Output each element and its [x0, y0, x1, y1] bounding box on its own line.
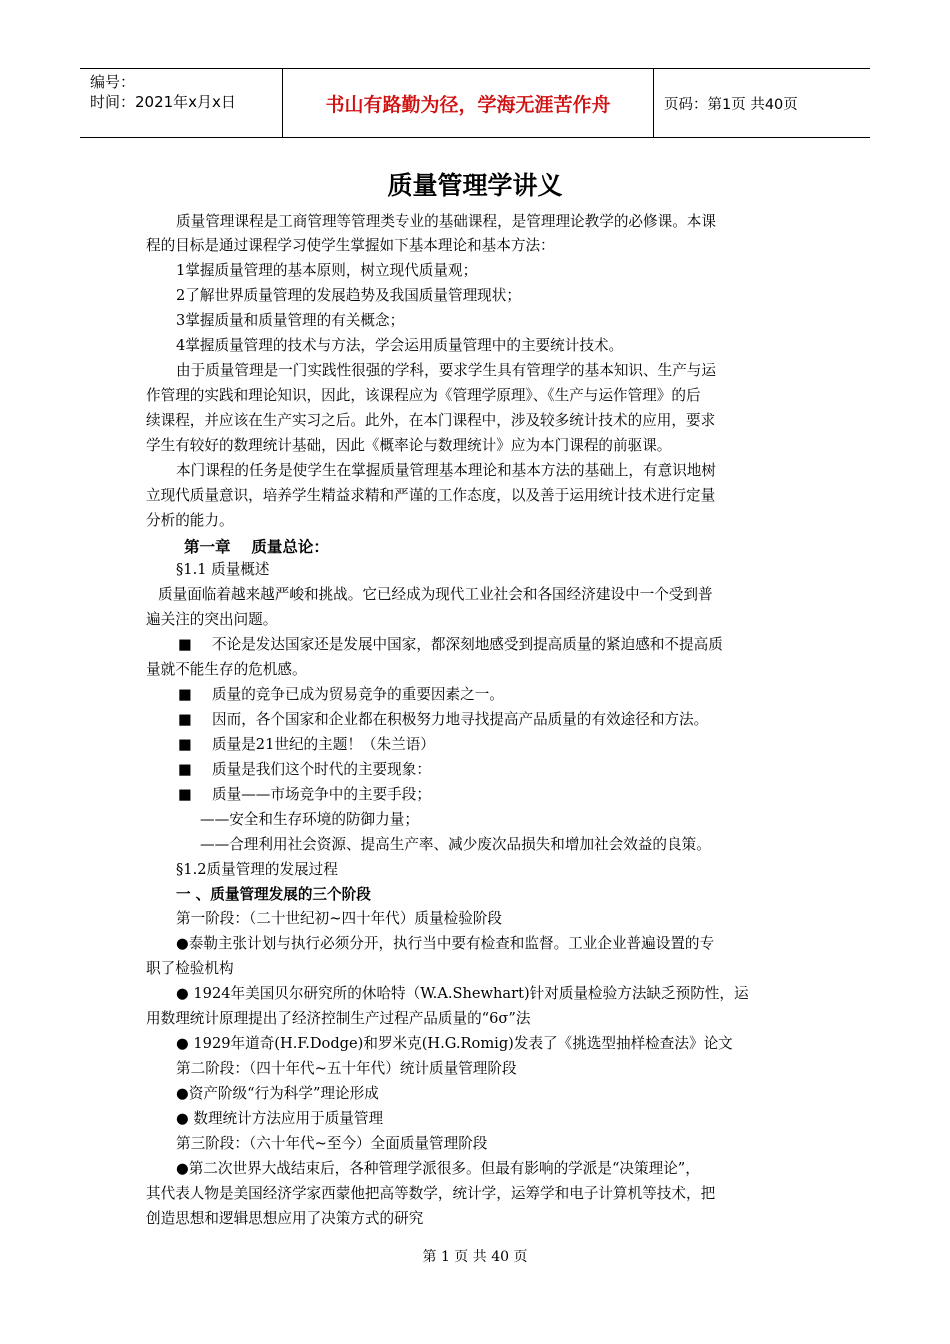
bullet-item: ■ 质量的竞争已成为贸易竞争的重要因素之一。 — [178, 686, 504, 703]
paragraph-line: 第二阶段：（四十年代~五十年代）统计质量管理阶段 — [176, 1060, 517, 1077]
paragraph-line: 2了解世界质量管理的发展趋势及我国质量管理现状； — [176, 287, 521, 304]
paragraph-line: 1掌握质量管理的基本原则，树立现代质量观； — [176, 262, 478, 279]
header-meta — [80, 69, 280, 137]
page-info: 页码：第1页 共40页 — [664, 96, 798, 113]
document-title: 质量管理学讲义 — [387, 171, 563, 200]
paragraph-line: 本门课程的任务是使学生在掌握质量管理基本理论和基本方法的基础上，有意识地树 — [176, 462, 716, 479]
paragraph-line: 用数理统计原理提出了经济控制生产过程产品质量的“6σ”法 — [146, 1010, 531, 1027]
paragraph-line: 职了检验机构 — [146, 960, 234, 977]
paragraph-line: 创造思想和逻辑思想应用了决策方式的研究 — [146, 1210, 424, 1227]
paragraph-line: 续课程，并应该在生产实习之后。此外，在本门课程中，涉及较多统计技术的应用，要求 — [146, 412, 716, 429]
paragraph-line: 第三阶段：（六十年代~至今）全面质量管理阶段 — [176, 1135, 488, 1152]
paragraph-line: ●资产阶级“行为科学”理论形成 — [176, 1085, 379, 1102]
paragraph-line: 分析的能力。 — [146, 512, 234, 529]
paragraph-line: ● 1924年美国贝尔研究所的休哈特（W.A.Shewhart)针对质量检验方法缺乏预防性，运 — [176, 985, 749, 1002]
paragraph-line: ●第二次世界大战结束后，各种管理学派很多。但最有影响的学派是“决策理论”， — [176, 1160, 700, 1177]
paragraph-line: 4掌握质量管理的技术与方法，学会运用质量管理中的主要统计技术。 — [176, 337, 624, 354]
number-label: 编号： — [90, 73, 136, 91]
bullet-item: ■ 质量是我们这个时代的主要现象： — [178, 761, 431, 778]
paragraph-line: 第一阶段：（二十世纪初~四十年代）质量检验阶段 — [176, 910, 502, 927]
paragraph-line: ●泰勒主张计划与执行必须分开，执行当中要有检查和监督。工业企业普遍设置的专 — [176, 935, 715, 952]
paragraph-line: 程的目标是通过课程学习使学生掌握如下基本理论和基本方法： — [146, 237, 555, 254]
bullet-item: ■ 因而，各个国家和企业都在积极努力地寻找提高产品质量的有效途径和方法。 — [178, 711, 709, 728]
paragraph-line: 量就不能生存的危机感。 — [146, 661, 307, 678]
page-footer: 第 1 页 共 40 页 — [422, 1249, 528, 1265]
bullet-icon: ■ — [178, 761, 192, 778]
paragraph-line: ——合理利用社会资源、提高生产率、减少废次品损失和增加社会效益的良策。 — [200, 836, 711, 853]
paragraph-line: 质量管理课程是工商管理等管理类专业的基础课程，是管理理论教学的必修课。本课 — [176, 213, 716, 230]
paragraph-line: 由于质量管理是一门实践性很强的学科，要求学生具有管理学的基本知识、生产与运 — [176, 362, 716, 379]
section-heading: §1.1 质量概述 — [176, 561, 270, 578]
paragraph-line: 作管理的实践和理论知识，因此，该课程应为《管理学原理》、《生产与运作管理》的后 — [146, 387, 701, 404]
time-label: 时间：2021年x月x日 — [90, 93, 236, 111]
bullet-item: ■ 质量——市场竞争中的主要手段； — [178, 786, 431, 803]
paragraph-line: 遍关注的突出问题。 — [146, 611, 278, 628]
paragraph-line: 3掌握质量和质量管理的有关概念； — [176, 312, 405, 329]
subsection-heading: 一 、质量管理发展的三个阶段 — [176, 886, 371, 903]
paragraph-line: ● 数理统计方法应用于质量管理 — [176, 1110, 384, 1127]
bullet-icon: ■ — [178, 636, 192, 653]
bullet-icon: ■ — [178, 686, 192, 703]
paragraph-line: ● 1929年道奇(H.F.Dodge)和罗米克(H.G.Romig)发表了《挑选型抽样检查法》论文 — [176, 1035, 733, 1052]
paragraph-line: 质量面临着越来越严峻和挑战。它已经成为现代工业社会和各国经济建设中一个受到普 — [158, 586, 713, 603]
paragraph-line: ——安全和生存环境的防御力量； — [200, 811, 419, 828]
paragraph-line: 学生有较好的数理统计基础，因此《概率论与数理统计》应为本门课程的前驱课。 — [146, 437, 672, 454]
bullet-icon: ■ — [178, 786, 192, 803]
motto: 书山有路勤为径，学海无涯苦作舟 — [282, 69, 654, 137]
paragraph-line: 立现代质量意识，培养学生精益求精和严谨的工作态度，以及善于运用统计技术进行定量 — [146, 487, 716, 504]
section-heading: §1.2质量管理的发展过程 — [176, 861, 338, 878]
paragraph-line: 其代表人物是美国经济学家西蒙他把高等数学，统计学，运筹学和电子计算机等技术，把 — [146, 1185, 716, 1202]
bullet-item: ■ 质量是21世纪的主题！（朱兰语） — [178, 736, 435, 753]
bullet-icon: ■ — [178, 711, 192, 728]
bullet-item: ■ 不论是发达国家还是发展中国家，都深刻地感受到提高质量的紧迫感和不提高质 — [178, 636, 723, 653]
bullet-icon: ■ — [178, 736, 192, 753]
page-header — [80, 68, 870, 138]
chapter-heading: 第一章 质量总论： — [184, 537, 329, 556]
